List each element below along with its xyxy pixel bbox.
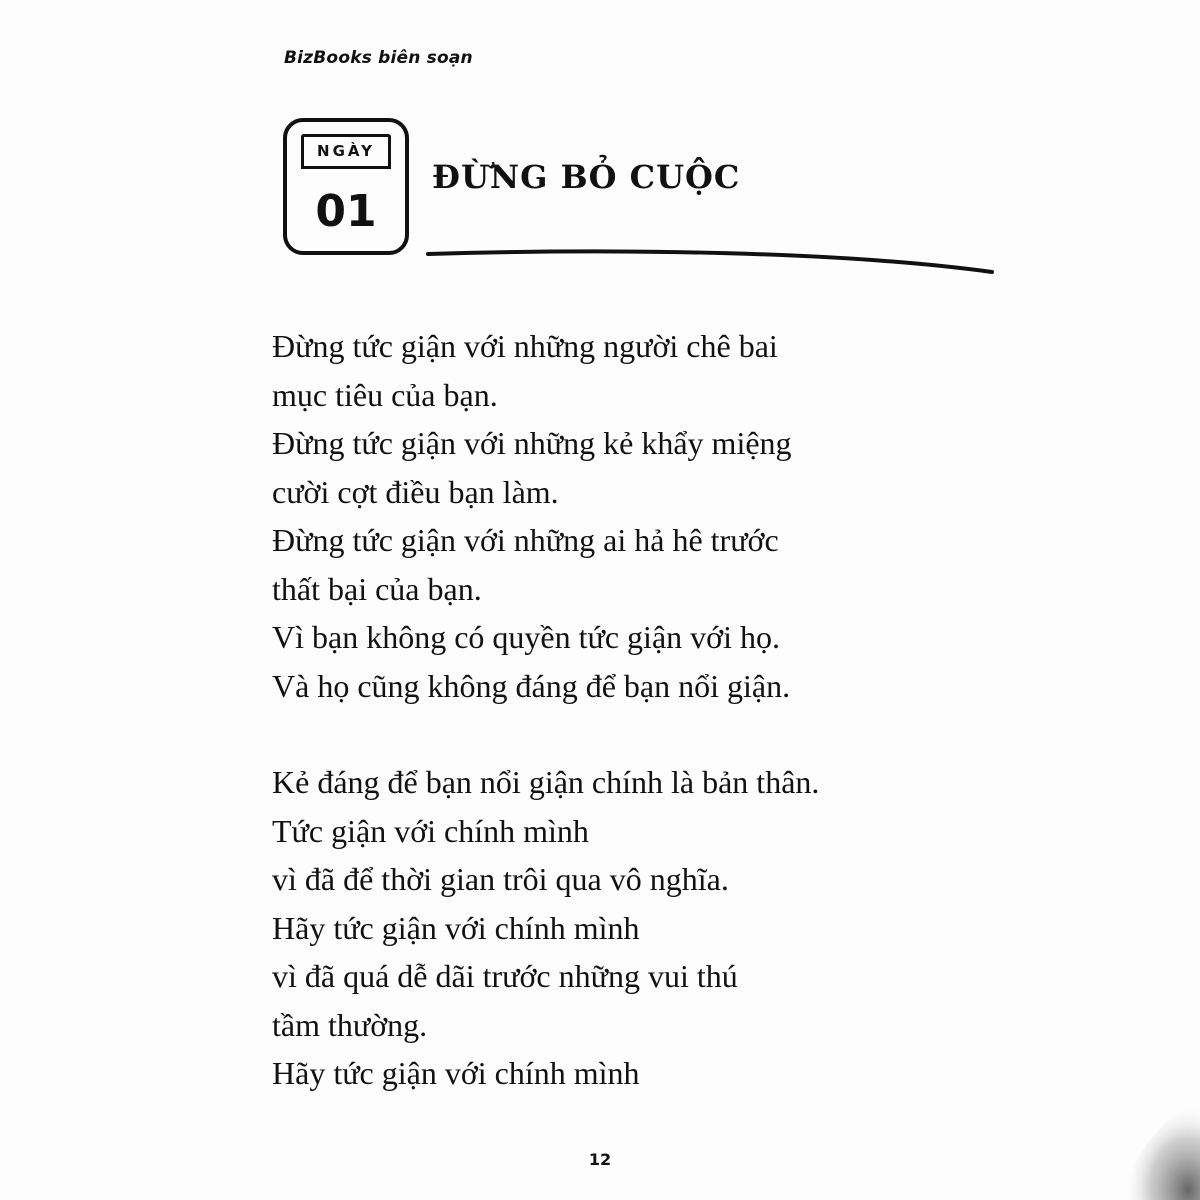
stanza-break — [272, 710, 952, 758]
body-line: vì đã để thời gian trôi qua vô nghĩa. — [272, 861, 729, 897]
body-line: Đừng tức giận với những người chê bai — [272, 328, 778, 364]
body-text — [272, 322, 952, 1098]
body-line: cười cợt điều bạn làm. — [272, 473, 559, 510]
body-line: thất bại của bạn. — [272, 570, 482, 607]
day-badge-number: 01 — [315, 186, 377, 237]
body-line: Kẻ đáng để bạn nổi giận chính là bản thân. — [272, 764, 820, 800]
body-line: Đừng tức giận với những kẻ khẩy miệng — [272, 425, 792, 461]
day-badge-divider — [301, 166, 391, 169]
chapter-title: ĐỪNG BỎ CUỘC — [432, 158, 741, 196]
body-line: Và họ cũng không đáng để bạn nổi giận. — [272, 667, 791, 704]
running-header: BizBooks biên soạn — [284, 48, 473, 68]
body-line: mục tiêu của bạn. — [272, 376, 498, 413]
day-badge — [283, 118, 409, 255]
body-line: Đừng tức giận với những ai hả hê trước — [272, 522, 779, 558]
body-line: Hãy tức giận với chính mình — [272, 909, 640, 946]
page-number: 12 — [588, 1150, 612, 1169]
body-line: Tức giận với chính mình — [272, 812, 589, 849]
page-shadow — [1080, 1090, 1200, 1200]
body-line: vì đã quá dễ dãi trước những vui thú — [272, 958, 738, 994]
body-line: Hãy tức giận với chính mình — [272, 1055, 640, 1091]
day-badge-label: NGÀY — [317, 142, 375, 160]
body-line: tầm thường. — [272, 1006, 428, 1043]
body-line: Vì bạn không có quyền tức giận với họ. — [272, 619, 780, 655]
title-underline — [426, 240, 996, 280]
